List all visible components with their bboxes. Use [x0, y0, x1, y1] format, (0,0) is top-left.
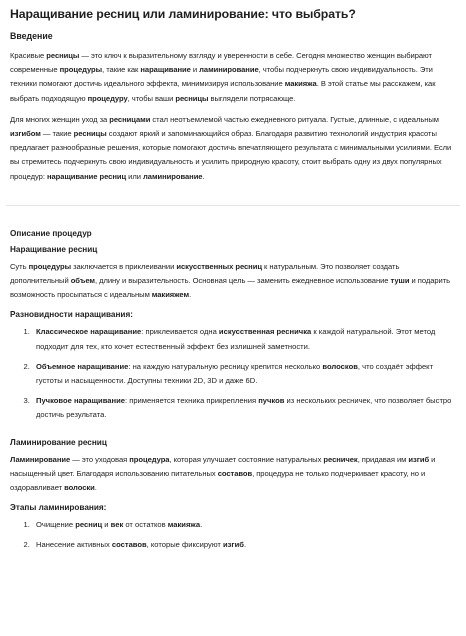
- bold-term: объем: [70, 276, 95, 286]
- bold-term: ресничек: [323, 454, 358, 464]
- lamination-heading: Ламинирование ресниц: [10, 437, 107, 447]
- bold-term: Классическое наращивание: [36, 327, 142, 337]
- intro-heading: Введение: [10, 31, 53, 41]
- bold-term: Объемное наращивание: [36, 361, 129, 371]
- bold-term: составов: [111, 540, 147, 550]
- bold-term: изгиб: [408, 454, 430, 464]
- bold-term: ресницы: [46, 51, 80, 60]
- extension-types-list: [10, 325, 456, 422]
- bold-term: макияжа: [284, 79, 317, 89]
- bold-term: Ламинирование: [10, 454, 71, 464]
- lamination-stages-list: [10, 518, 456, 552]
- bold-term: ламинирование: [199, 65, 259, 75]
- bold-term: процедуру: [87, 93, 128, 103]
- bold-term: изгибом: [10, 129, 41, 139]
- bold-term: изгиб: [222, 540, 244, 550]
- bold-term: волоски: [64, 483, 95, 493]
- extension-types-heading: Разновидности наращивания:: [10, 310, 133, 320]
- extension-paragraph: Суть процедуры заключается в приклеивании искусственных ресниц к натуральным. Это позволяет создать дополнительный объем, длину и выразительность. Основная цель — заменить ежедневное использование туши и подарить возможность просыпаться с идеальным макияжем.: [10, 261, 451, 300]
- bold-term: ресницами: [109, 114, 151, 124]
- bold-term: ресницы: [73, 129, 107, 139]
- bold-term: Пучковое наращивание: [36, 396, 125, 406]
- bold-term: ресниц: [75, 520, 103, 530]
- bold-term: наращивание: [140, 65, 191, 75]
- lamination-paragraph: Ламинирование — это уходовая процедура, которая улучшает состояние натуральных ресничек, придавая им изгиб и насыщенный цвет. Благодаря использованию питательных составов, процедура не только подчеркивает красоту, но и оздоравливает волоски.: [10, 454, 436, 493]
- article-title: Наращивание ресниц или ламинирование: что выбрать?: [10, 7, 356, 21]
- bold-term: пучков: [258, 396, 285, 406]
- extension-heading: Наращивание ресниц: [10, 244, 98, 254]
- bold-term: процедуры: [59, 65, 103, 75]
- bold-term: составов: [217, 468, 253, 478]
- bold-term: туши: [390, 276, 410, 286]
- list-item: 3. Пучковое наращивание: применяется техника прикрепления пучков из нескольких ресничек, что позволяет быстро достичь результата.: [32, 394, 456, 422]
- procedures-heading: Описание процедур: [10, 228, 92, 238]
- bold-term: процедура: [129, 454, 170, 464]
- intro-paragraph-2: Для многих женщин уход за ресницами стал неотъемлемой частью ежедневного ритуала. Густые, длинные, с идеальным изгибом — такие ресницы создают яркий и запоминающийся образ. Благодаря развитию технологий индустрия красоты предлагает разнообразные решения, которые помогают достичь впечатляющего результата с минимальными усилиями. Если вы стремитесь подчеркнуть свою индивидуальность и усилить природную красоту, стоит выбрать одну из двух популярных процедур: наращивание ресниц или ламинирование.: [10, 114, 452, 181]
- lamination-stages-heading: Этапы ламинирования:: [10, 503, 107, 513]
- bold-term: ресницы: [175, 93, 209, 103]
- list-item: 1. Классическое наращивание: приклеивается одна искусственная ресничка к каждой натуральной. Этот метод подходит для тех, кто хочет естественный эффект без излишней заметности.: [32, 325, 456, 353]
- bold-term: наращивание ресниц: [46, 171, 127, 181]
- intro-paragraph-1: Красивые ресницы — это ключ к выразительному взгляду и уверенности в себе. Сегодня множество женщин выбирают современные процедуры, такие как наращивание и ламинирование, чтобы подчеркнуть свою индивидуальность. Эти техники помогают достичь идеального эффекта, минимизируя использование макияжа. В этой статье мы расскажем, как выбрать подходящую процедуру, чтобы ваши ресницы выглядели потрясающе.: [10, 51, 436, 103]
- bold-term: искусственная ресничка: [218, 327, 312, 337]
- bold-term: волосков: [322, 361, 358, 371]
- bold-term: ламинирование: [143, 171, 203, 181]
- bold-term: искусственных ресниц: [176, 261, 262, 271]
- list-item: 1. Очищение ресниц и век от остатков макияжа.: [32, 518, 456, 532]
- bold-term: процедуры: [28, 261, 72, 271]
- bold-term: макияжа: [167, 520, 201, 530]
- list-item: 2. Объемное наращивание: на каждую натуральную ресницу крепится несколько волосков, что создаёт эффект густоты и насыщенности. Доступны техники 2D, 3D и даже 6D.: [32, 360, 456, 388]
- bold-term: макияжем: [151, 290, 190, 300]
- list-item: 2. Нанесение активных составов, которые фиксируют изгиб.: [32, 538, 456, 552]
- bold-term: век: [110, 520, 124, 530]
- section-divider: [6, 205, 460, 206]
